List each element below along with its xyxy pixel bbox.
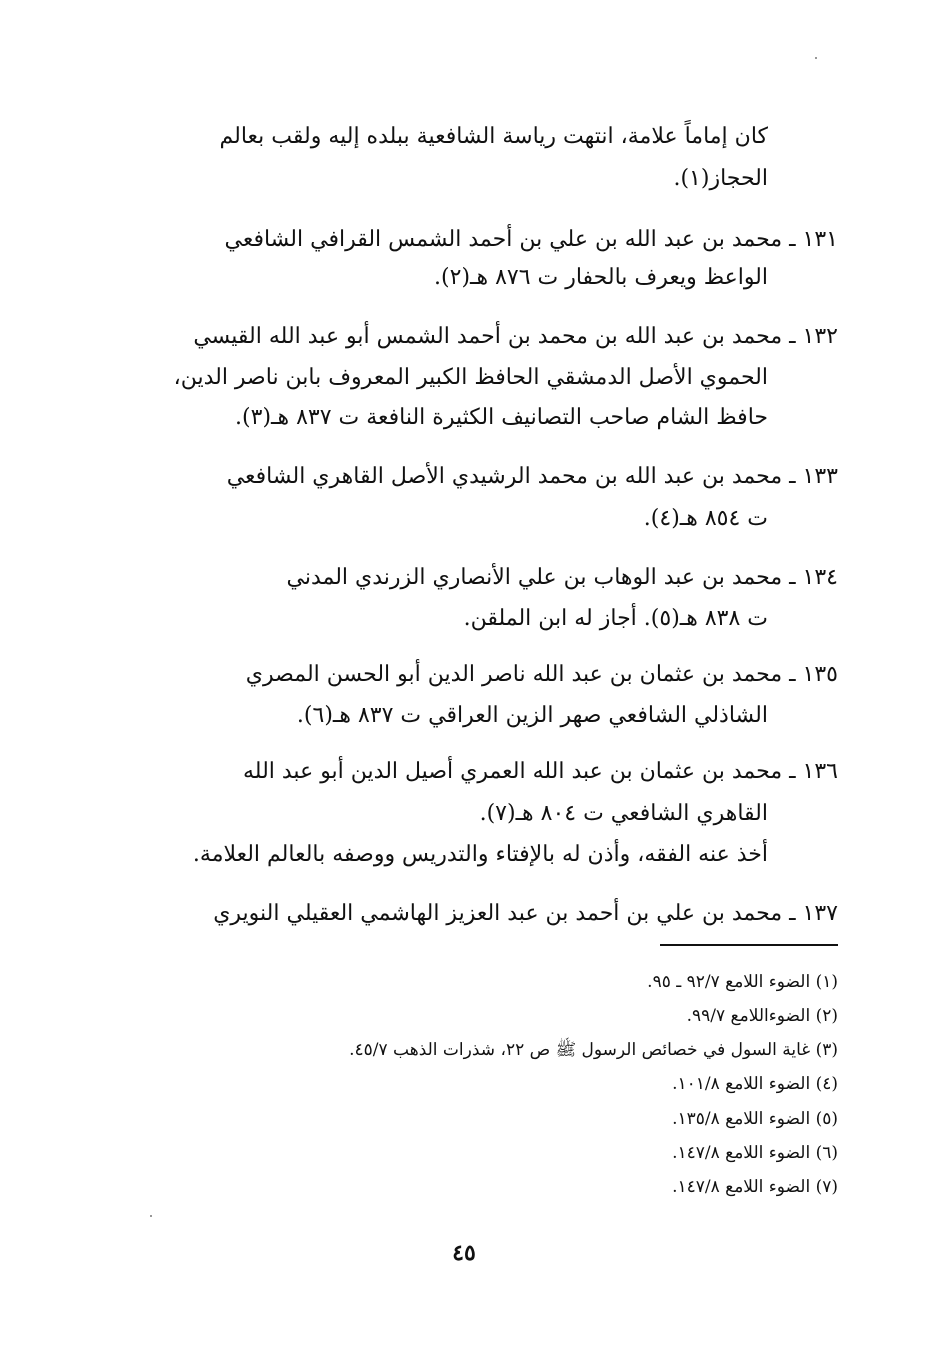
- entry-134-line-1: ١٣٤ ـ محمد بن عبد الوهاب بن علي الأنصاري الزرندي المدني: [286, 565, 838, 590]
- footnote-1: (١) الضوء اللامع ٩٢/٧ ـ ٩٥.: [647, 972, 838, 992]
- entry-132-line-3: حافظ الشام صاحب التصانيف الكثيرة النافعة ت ٨٣٧ هـ(٣).: [235, 405, 768, 430]
- footnote-4: (٤) الضوء اللامع ١٠١/٨.: [672, 1074, 838, 1094]
- entry-132-line-2: الحموي الأصل الدمشقي الحافظ الكبير المعروف بابن ناصر الدين،: [173, 365, 768, 390]
- entry-131-line-2: الواعظ ويعرف بالحفار ت ٨٧٦ هـ(٢).: [434, 265, 768, 290]
- entry-133-line-1: ١٣٣ ـ محمد بن عبد الله بن محمد الرشيدي الأصل القاهري الشافعي: [226, 464, 838, 489]
- entry-131-line-1: ١٣١ ـ محمد بن عبد الله بن علي بن أحمد الشمس القرافي الشافعي: [224, 227, 838, 252]
- scan-speck: [815, 57, 817, 59]
- entry-135-line-1: ١٣٥ ـ محمد بن عثمان بن عبد الله ناصر الدين أبو الحسن المصري: [245, 662, 838, 687]
- entry-132-line-1: ١٣٢ ـ محمد بن عبد الله بن محمد بن أحمد الشمس أبو عبد الله القيسي: [193, 324, 838, 349]
- entry-136-line-2: القاهري الشافعي ت ٨٠٤ هـ(٧).: [479, 801, 768, 826]
- entry-135-line-2: الشاذلي الشافعي صهر الزين العراقي ت ٨٣٧ هـ(٦).: [296, 703, 768, 728]
- entry-136-line-1: ١٣٦ ـ محمد بن عثمان بن عبد الله العمري أصيل الدين أبو عبد الله: [243, 759, 838, 784]
- entry-136-line-3: أخذ عنه الفقه، وأذن له بالإفتاء والتدريس ووصفه بالعالم العلامة.: [192, 842, 768, 867]
- entry-133-line-2: ت ٨٥٤ هـ(٤).: [643, 506, 768, 531]
- entry-137-line-1: ١٣٧ ـ محمد بن علي بن أحمد بن عبد العزيز الهاشمي العقيلي النويري: [213, 901, 838, 926]
- footnote-5: (٥) الضوء اللامع ١٣٥/٨.: [672, 1109, 838, 1129]
- footnote-3: (٣) غاية السول في خصائص الرسول ﷺ ص ٢٢، شذرات الذهب ٤٥/٧.: [349, 1040, 838, 1060]
- text-line: الحجاز(١).: [673, 166, 768, 191]
- footnote-7: (٧) الضوء اللامع ١٤٧/٨.: [672, 1177, 838, 1197]
- text-line: كان إماماً علامة، انتهت رياسة الشافعية ببلده إليه ولقب بعالم: [219, 124, 768, 149]
- footnote-separator: [660, 944, 838, 946]
- footnote-6: (٦) الضوء اللامع ١٤٧/٨.: [672, 1143, 838, 1163]
- entry-134-line-2: ت ٨٣٨ هـ(٥). أجاز له ابن الملقن.: [463, 606, 768, 631]
- page-number: ٤٥: [452, 1240, 476, 1266]
- footnote-2: (٢) الضوءاللامع ٩٩/٧.: [686, 1006, 838, 1026]
- scan-speck: [150, 1215, 152, 1217]
